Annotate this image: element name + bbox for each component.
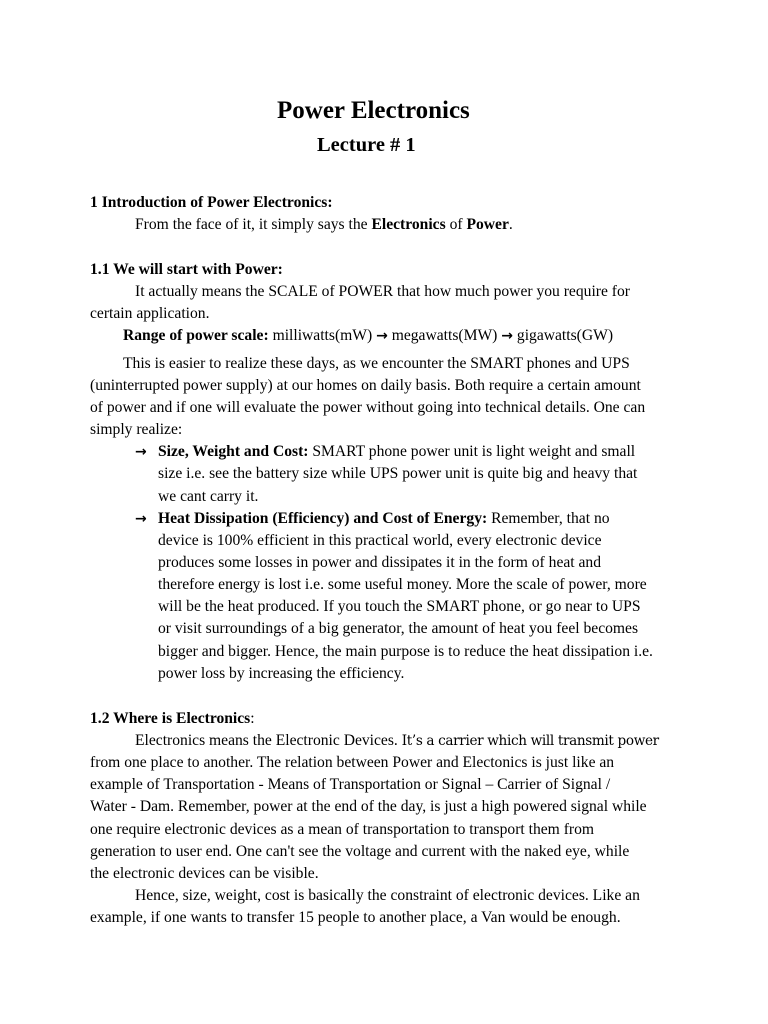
text-run: It’s a carrier which will transmit power	[401, 733, 659, 749]
bullet-heat-dissipation	[158, 511, 610, 527]
bullet-line: device is 100% efficient in this practical world, every electronic device	[158, 532, 602, 549]
paragraph-line: generation to user end. One can't see the voltage and current with the naked eye, while	[90, 843, 630, 860]
section-1-2-heading	[90, 711, 255, 727]
paragraph-line: example of Transportation - Means of Transportation or Signal – Carrier of Signal /	[90, 776, 611, 793]
text-run: of	[445, 216, 467, 233]
paragraph-line: This is easier to realize these days, as we encounter the SMART phones and UPS	[123, 355, 630, 372]
power-scale-range	[123, 328, 613, 344]
text-run: From the face of it, it simply says the	[135, 216, 372, 233]
range-value: milliwatts(mW)	[268, 327, 377, 344]
text-run-bold: Electronics	[371, 216, 446, 233]
arrow-right-icon: →	[501, 328, 513, 344]
bullet-line: therefore energy is lost i.e. some useful money. More the scale of power, more	[158, 576, 647, 593]
bullet-line: size i.e. see the battery size while UPS power unit is quite big and heavy that	[158, 465, 638, 482]
paragraph-line: Water - Dam. Remember, power at the end of the day, is just a high powered signal while	[90, 798, 647, 815]
document-title: Power Electronics	[277, 97, 470, 124]
paragraph-line: simply realize:	[90, 421, 183, 438]
bullet-label: Size, Weight and Cost:	[158, 443, 309, 460]
section-1-paragraph	[135, 217, 513, 233]
bullet-label: Heat Dissipation (Efficiency) and Cost of Energy:	[158, 510, 488, 527]
bullet-line: we cant carry it.	[158, 488, 259, 505]
paragraph-line: Hence, size, weight, cost is basically the constraint of electronic devices. Like an	[135, 887, 640, 904]
text-run-bold: Power	[466, 216, 509, 233]
section-1-heading: 1 Introduction of Power Electronics:	[90, 194, 333, 211]
paragraph-line: certain application.	[90, 305, 210, 322]
range-value: gigawatts(GW)	[513, 327, 614, 344]
bullet-line: will be the heat produced. If you touch the SMART phone, or go near to UPS	[158, 598, 641, 615]
heading-colon: :	[250, 710, 255, 727]
arrow-bullet-icon: →	[135, 444, 147, 460]
bullet-line: or visit surroundings of a big generator, the amount of heat you feel becomes	[158, 620, 639, 637]
text-run: .	[508, 216, 513, 233]
bullet-text: Remember, that no	[487, 510, 610, 527]
paragraph-line	[135, 733, 659, 749]
bullet-size-weight-cost	[158, 444, 635, 460]
heading-text: 1.2 Where is Electronics	[90, 710, 251, 727]
document-subtitle: Lecture # 1	[317, 134, 416, 156]
arrow-right-icon: →	[376, 328, 388, 344]
text-run: Electronics means the Electronic Devices.	[135, 732, 402, 749]
paragraph-line: from one place to another. The relation between Power and Electonics is just like an	[90, 754, 615, 771]
bullet-line: produces some losses in power and dissipates it in the form of heat and	[158, 554, 602, 571]
paragraph-line: of power and if one will evaluate the power without going into technical details. One can	[90, 399, 646, 416]
paragraph-line: the electronic devices can be visible.	[90, 865, 319, 882]
paragraph-line: example, if one wants to transfer 15 people to another place, a Van would be enough.	[90, 909, 621, 926]
section-1-1-heading: 1.1 We will start with Power:	[90, 261, 283, 278]
bullet-line: power loss by increasing the efficiency.	[158, 665, 405, 682]
range-label: Range of power scale:	[123, 327, 269, 344]
paragraph-line: It actually means the SCALE of POWER that how much power you require for	[135, 283, 630, 300]
bullet-text: SMART phone power unit is light weight and small	[308, 443, 636, 460]
bullet-line: bigger and bigger. Hence, the main purpose is to reduce the heat dissipation i.e.	[158, 643, 653, 660]
paragraph-line: (uninterrupted power supply) at our homes on daily basis. Both require a certain amount	[90, 377, 641, 394]
paragraph-line: one require electronic devices as a mean of transportation to transport them from	[90, 821, 595, 838]
range-value: megawatts(MW)	[387, 327, 502, 344]
arrow-bullet-icon: →	[135, 511, 147, 527]
